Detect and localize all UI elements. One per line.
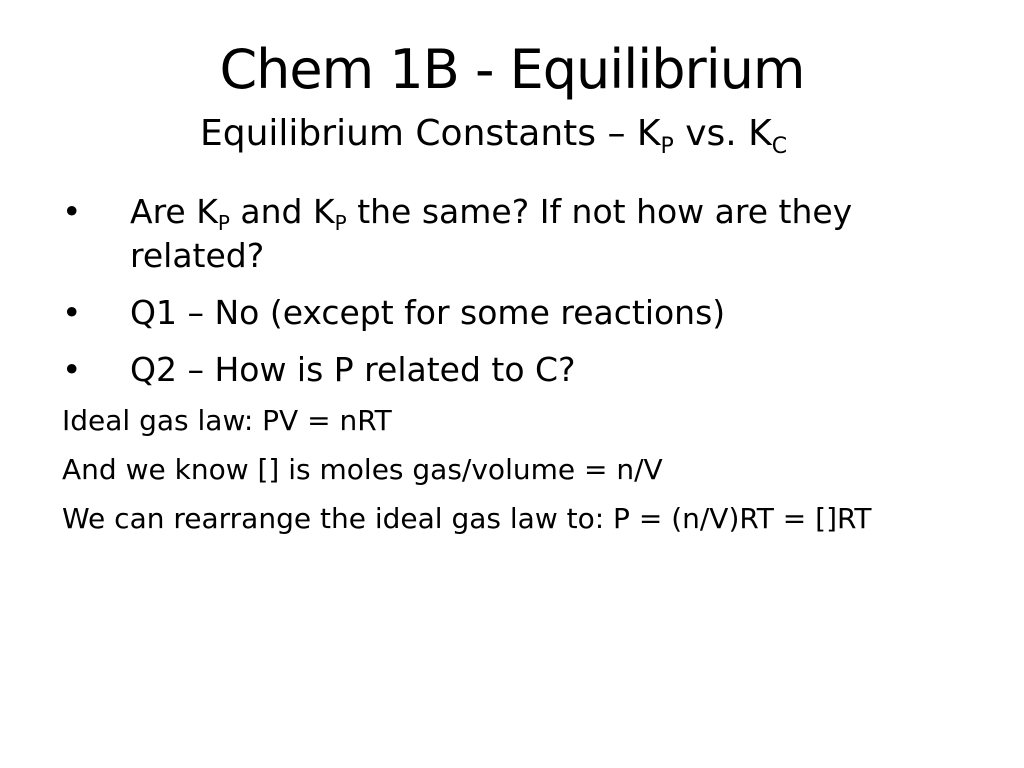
slide-subtitle [200,112,788,159]
bullet-text: Q1 – No (except for some reactions) [130,293,726,332]
bullet-subscript: P [217,211,230,235]
body-line: And we know [] is moles gas/volume = n/V [62,453,663,486]
slide-title: Chem 1B - Equilibrium [219,38,805,101]
bullet-text-part: and K [229,192,335,231]
bullet-text-part: Are K [130,192,218,231]
bullet-dot-icon: • [62,293,82,332]
bullet-dot-icon: • [62,192,82,231]
body-line: We can rearrange the ideal gas law to: P = (n/V)RT = []RT [62,502,872,535]
body-text [62,404,872,551]
subtitle-prefix: Equilibrium Constants – K [200,113,661,154]
bullet-item [62,291,962,335]
bullet-dot-icon: • [62,350,82,389]
subtitle-middle: vs. K [673,113,772,154]
bullet-subscript: P [334,211,347,235]
bullet-item [62,190,962,278]
body-line: Ideal gas law: PV = nRT [62,404,392,437]
bullet-list [62,190,962,405]
subtitle-subscript-p: P [660,134,674,159]
bullet-text: Q2 – How is P related to C? [130,350,576,389]
bullet-text-part: the same? If not how are they related? [130,192,853,275]
subtitle-subscript-c: C [771,134,788,159]
bullet-item [62,348,962,392]
